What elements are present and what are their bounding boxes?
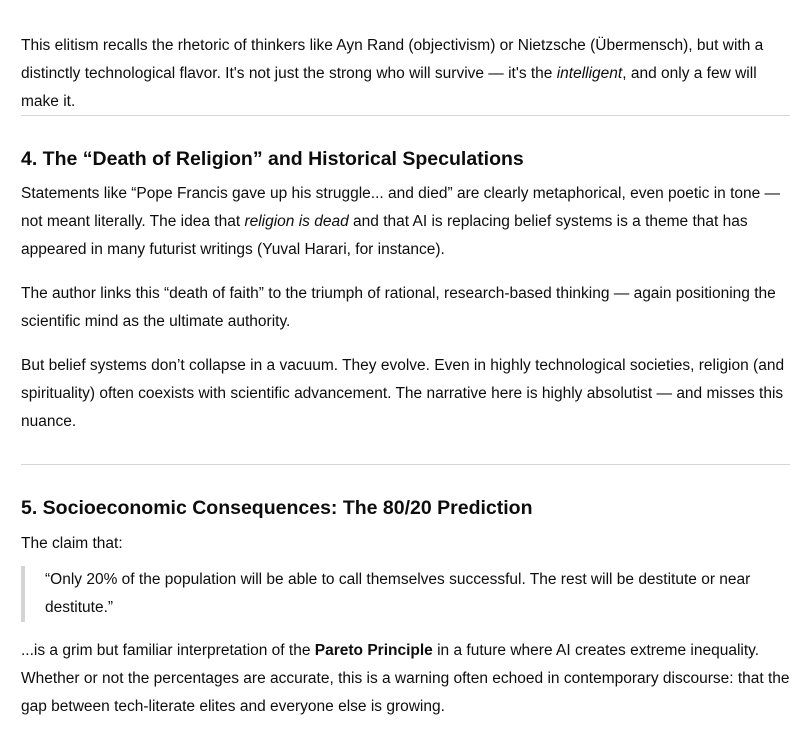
quote-block [21,566,805,622]
section-5-paragraph-2 [21,637,791,721]
section-divider [21,464,790,465]
s4-p1-text-em: religion is dead [244,213,349,230]
section-4-paragraph-3: But belief systems don’t collapse in a vacuum. They evolve. Even in highly technological societies, religion (and spirituality) often coexists with scientific advancement. The narrative here is highly absolutist — and misses this nuance. [21,357,785,430]
section-4-paragraph-2: The author links this “death of faith” to the triumph of rational, research-based thinking — again positioning the scientific mind as the ultimate authority. [21,285,776,330]
s5-p2-text-b: in a future where AI creates extreme inequality. Whether or not the percentages are accurate, this is a warning often echoed in contemporary discourse: that the gap between tech-literate elites and everyone else is growing. [21,642,790,715]
intro-text-em: intelligent [556,65,623,82]
section-4-paragraph-1 [21,180,791,264]
pareto-principle-term: Pareto Principle [314,642,433,659]
s5-p2-text-a: ...is a grim but familiar interpretation of the [21,642,315,659]
s4-p1-text-a: Statements like “Pope Francis gave up his struggle... and died” are clearly metaphorical, even poetic in tone — not meant literally. The idea that [21,185,781,230]
section-divider [21,115,790,116]
section-4-heading: 4. The “Death of Religion” and Historical Speculations [21,148,524,170]
intro-text-b: , and only a few will make it. [21,65,757,110]
quote-text: “Only 20% of the population will be able to call themselves successful. The rest will be destitute or near destitute.” [45,571,751,616]
s4-p1-text-b: and that AI is replacing belief systems is a theme that has appeared in many futurist writings (Yuval Harari, for instance). [21,213,748,258]
section-5-paragraph-1: The claim that: [21,535,123,552]
section-5-heading: 5. Socioeconomic Consequences: The 80/20 Prediction [21,497,533,519]
intro-paragraph [21,32,791,116]
intro-text-a: This elitism recalls the rhetoric of thinkers like Ayn Rand (objectivism) or Nietzsche (Übermensch), but with a distinctly technological flavor. It's not just the strong who will survive — it's the [21,37,764,82]
